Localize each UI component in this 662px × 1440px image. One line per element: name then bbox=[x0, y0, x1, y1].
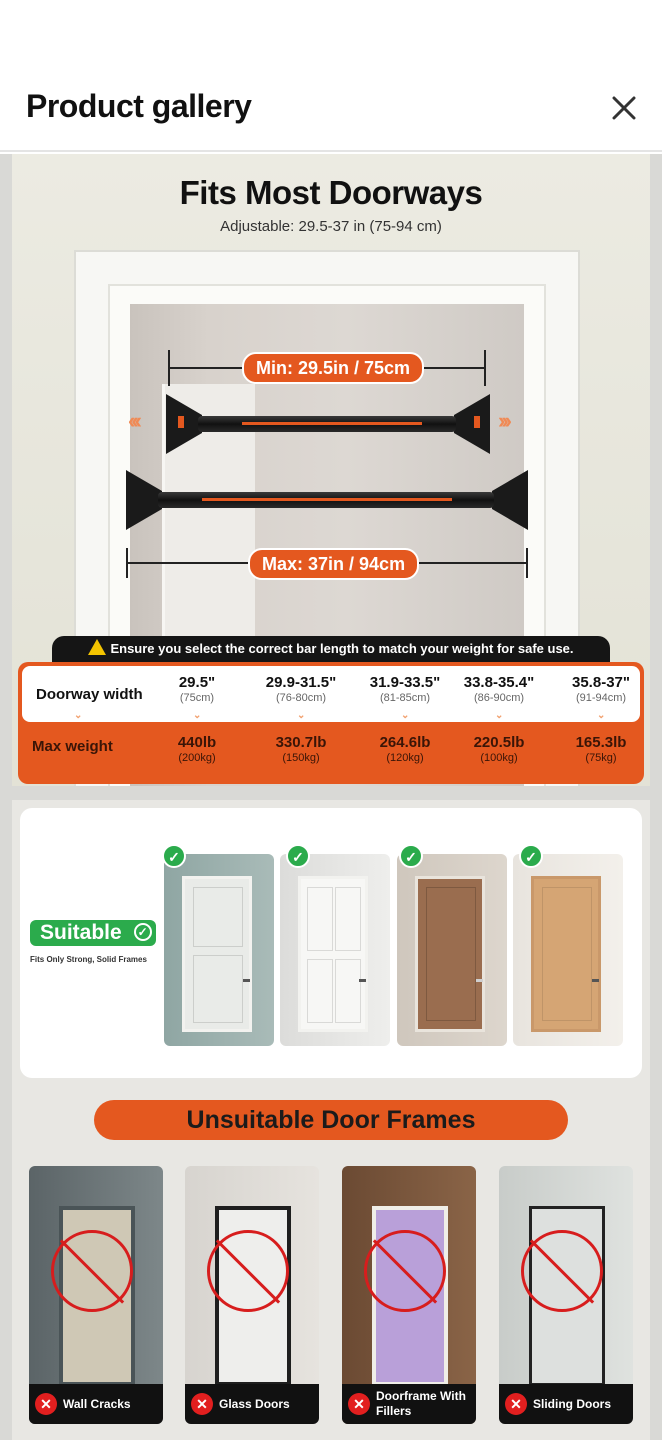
card-label: Doorframe With Fillers bbox=[376, 1389, 466, 1418]
weight-value: 440lb bbox=[177, 734, 217, 751]
width-cm: (75cm) bbox=[179, 692, 215, 704]
unsuitable-heading: Unsuitable Door Frames bbox=[94, 1100, 568, 1140]
spec-width-cell bbox=[246, 674, 356, 704]
door-slab bbox=[298, 876, 368, 1032]
bar-accent-stripe bbox=[242, 422, 422, 425]
spec-weight-cell bbox=[246, 734, 356, 764]
door-panel bbox=[542, 887, 592, 1021]
door-panel bbox=[335, 887, 361, 951]
spec-width-cell bbox=[142, 674, 252, 704]
suitable-badge bbox=[30, 920, 156, 946]
check-icon: ✓ bbox=[134, 923, 152, 941]
door-photo bbox=[280, 854, 390, 1046]
gallery-header bbox=[0, 0, 662, 152]
pad-accent bbox=[474, 416, 480, 428]
card-label: Sliding Doors bbox=[533, 1396, 611, 1411]
check-icon: ✓ bbox=[519, 844, 543, 868]
check-icon: ✓ bbox=[399, 844, 423, 868]
prohibited-icon bbox=[207, 1230, 289, 1312]
weight-kg: (75kg) bbox=[585, 752, 617, 764]
card-label: Wall Cracks bbox=[63, 1396, 131, 1411]
unsuitable-card-wall-cracks bbox=[29, 1166, 163, 1424]
door-slab bbox=[531, 876, 601, 1032]
gallery-image-door-frames[interactable] bbox=[12, 800, 650, 1440]
chevron-down-icon: ⌄ bbox=[495, 710, 504, 721]
width-value: 29.9-31.5" bbox=[265, 674, 337, 691]
x-icon: ✕ bbox=[505, 1393, 527, 1415]
unsuitable-card-doorframe-fillers bbox=[342, 1166, 476, 1424]
door-handle bbox=[592, 979, 599, 982]
bar-accent-stripe bbox=[202, 498, 452, 501]
chevron-down-icon: ⌄ bbox=[597, 710, 606, 721]
width-value: 29.5" bbox=[178, 674, 216, 691]
chevron-down-icon: ⌄ bbox=[74, 710, 83, 721]
close-icon bbox=[604, 88, 644, 128]
door-handle bbox=[476, 979, 483, 982]
weight-value: 165.3lb bbox=[575, 734, 627, 751]
check-icon: ✓ bbox=[286, 844, 310, 868]
door-photo bbox=[513, 854, 623, 1046]
door-panel bbox=[193, 955, 243, 1023]
x-icon: ✕ bbox=[191, 1393, 213, 1415]
weight-kg: (200kg) bbox=[178, 752, 216, 764]
weight-kg: (120kg) bbox=[386, 752, 424, 764]
unsuitable-card-sliding-doors bbox=[499, 1166, 633, 1424]
spec-width-cell bbox=[444, 674, 554, 704]
door-slab bbox=[415, 876, 485, 1032]
door-panel bbox=[307, 887, 333, 951]
min-length-label: Min: 29.5in / 75cm bbox=[242, 352, 424, 384]
spec-weight-cell bbox=[444, 734, 554, 764]
width-cm: (91-94cm) bbox=[575, 692, 627, 704]
gallery-scroll-area[interactable] bbox=[0, 154, 662, 1440]
check-icon: ✓ bbox=[162, 844, 186, 868]
pad-accent bbox=[178, 416, 184, 428]
image-subtitle: Adjustable: 29.5-37 in (75-94 cm) bbox=[220, 218, 442, 235]
width-value: 33.8-35.4" bbox=[463, 674, 535, 691]
chevron-down-icon: ⌄ bbox=[401, 710, 410, 721]
door-handle bbox=[243, 979, 250, 982]
spec-table bbox=[18, 662, 644, 784]
warning-icon bbox=[88, 639, 106, 655]
chevron-right-icon: ››› bbox=[498, 408, 508, 433]
card-label-bar bbox=[185, 1384, 319, 1424]
close-button[interactable] bbox=[604, 88, 644, 128]
chevron-left-icon: ‹‹‹ bbox=[128, 408, 138, 433]
weight-value: 264.6lb bbox=[379, 734, 431, 751]
weight-kg: (100kg) bbox=[480, 752, 518, 764]
door-photo bbox=[397, 854, 507, 1046]
prohibited-icon bbox=[51, 1230, 133, 1312]
card-label-bar bbox=[342, 1384, 476, 1424]
door-panel bbox=[193, 887, 243, 947]
max-weight-label: Max weight bbox=[32, 738, 113, 755]
door-photo bbox=[164, 854, 274, 1046]
spec-width-cell bbox=[546, 674, 650, 704]
gallery-image-doorway-fit[interactable] bbox=[12, 154, 650, 786]
safety-warning bbox=[52, 636, 610, 662]
suitable-note: Fits Only Strong, Solid Frames bbox=[30, 955, 147, 964]
warning-text: Ensure you select the correct bar length to match your weight for safe use. bbox=[110, 641, 574, 656]
width-cm: (86-90cm) bbox=[473, 692, 525, 704]
chevron-down-icon: ⌄ bbox=[193, 710, 202, 721]
page-title: Product gallery bbox=[26, 88, 252, 124]
doorway-width-label: Doorway width bbox=[36, 686, 143, 703]
x-icon: ✕ bbox=[348, 1393, 370, 1415]
spec-weight-cell bbox=[546, 734, 650, 764]
suitable-frames-card bbox=[20, 808, 642, 1078]
width-value: 31.9-33.5" bbox=[369, 674, 441, 691]
unsuitable-card-glass-doors bbox=[185, 1166, 319, 1424]
suitable-label: Suitable bbox=[40, 921, 122, 944]
max-length-label: Max: 37in / 94cm bbox=[248, 548, 419, 580]
door-slab bbox=[182, 876, 252, 1032]
card-label-bar bbox=[499, 1384, 633, 1424]
weight-kg: (150kg) bbox=[282, 752, 320, 764]
card-label-bar bbox=[29, 1384, 163, 1424]
card-label: Glass Doors bbox=[219, 1396, 290, 1411]
spec-weight-cell bbox=[142, 734, 252, 764]
weight-value: 220.5lb bbox=[473, 734, 525, 751]
width-cm: (76-80cm) bbox=[275, 692, 327, 704]
prohibited-icon bbox=[364, 1230, 446, 1312]
width-cm: (81-85cm) bbox=[379, 692, 431, 704]
prohibited-icon bbox=[521, 1230, 603, 1312]
door-handle bbox=[359, 979, 366, 982]
chevron-down-icon: ⌄ bbox=[297, 710, 306, 721]
image-title: Fits Most Doorways bbox=[179, 174, 483, 211]
weight-value: 330.7lb bbox=[275, 734, 327, 751]
width-value: 35.8-37" bbox=[572, 674, 630, 691]
x-icon: ✕ bbox=[35, 1393, 57, 1415]
door-panel bbox=[307, 959, 333, 1023]
door-panel bbox=[426, 887, 476, 1021]
door-panel bbox=[335, 959, 361, 1023]
